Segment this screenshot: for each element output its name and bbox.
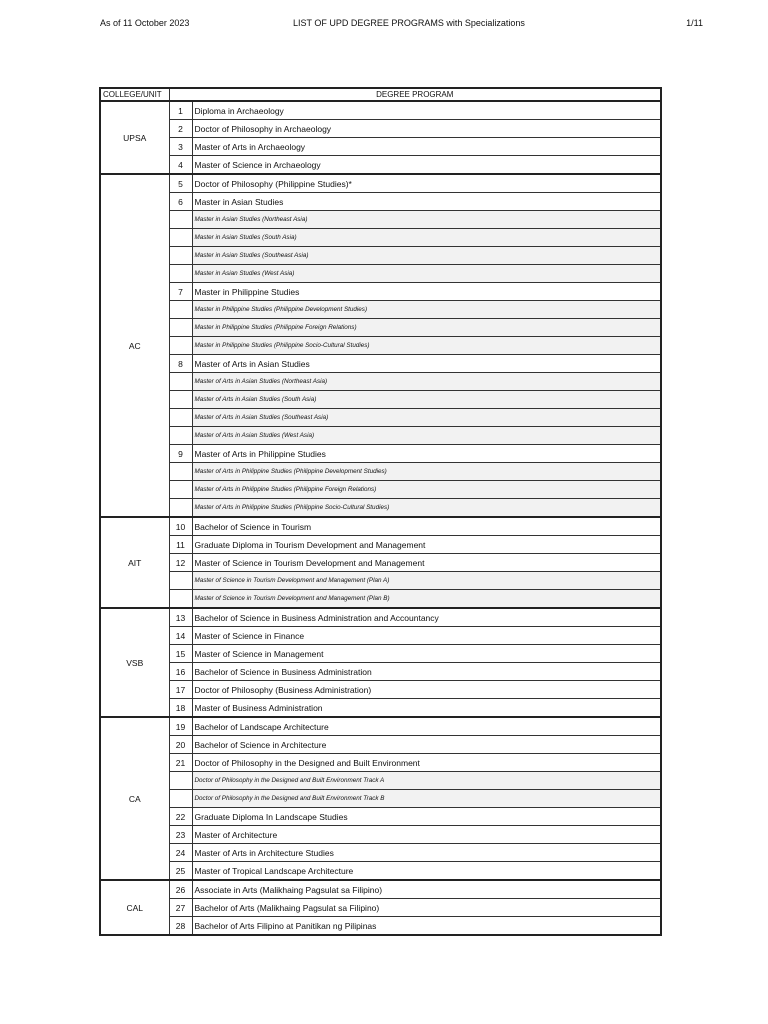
program-row xyxy=(100,608,661,627)
program-name-cell: Master in Asian Studies xyxy=(192,193,661,211)
program-number-cell: 1 xyxy=(169,101,192,120)
program-name-cell: Doctor of Philosophy (Business Administration) xyxy=(192,681,661,699)
program-number-cell: 27 xyxy=(169,899,192,917)
program-number-cell xyxy=(169,301,192,319)
program-row xyxy=(100,138,661,156)
program-number-cell: 6 xyxy=(169,193,192,211)
program-name-cell: Bachelor of Arts Filipino at Panitikan ng Pilipinas xyxy=(192,917,661,936)
program-name-cell: Master of Science in Archaeology xyxy=(192,156,661,175)
specialization-name-cell: Doctor of Philosophy in the Designed and Built Environment Track A xyxy=(192,772,661,790)
specialization-row xyxy=(100,391,661,409)
program-name-cell: Graduate Diploma In Landscape Studies xyxy=(192,808,661,826)
program-row xyxy=(100,101,661,120)
program-name-cell: Doctor of Philosophy (Philippine Studies)* xyxy=(192,174,661,193)
program-row xyxy=(100,663,661,681)
column-header-program: DEGREE PROGRAM xyxy=(169,88,661,101)
program-number-cell: 7 xyxy=(169,283,192,301)
program-row xyxy=(100,174,661,193)
program-row xyxy=(100,844,661,862)
program-number-cell: 5 xyxy=(169,174,192,193)
program-number-cell: 25 xyxy=(169,862,192,881)
program-name-cell: Master of Arts in Asian Studies xyxy=(192,355,661,373)
program-name-cell: Bachelor of Landscape Architecture xyxy=(192,717,661,736)
specialization-name-cell: Master in Philippine Studies (Philippine Foreign Relations) xyxy=(192,319,661,337)
specialization-row xyxy=(100,790,661,808)
program-number-cell: 18 xyxy=(169,699,192,718)
program-name-cell: Bachelor of Science in Architecture xyxy=(192,736,661,754)
program-row xyxy=(100,445,661,463)
header-row xyxy=(100,88,661,101)
program-number-cell: 23 xyxy=(169,826,192,844)
program-number-cell: 28 xyxy=(169,917,192,936)
program-number-cell xyxy=(169,229,192,247)
program-row xyxy=(100,736,661,754)
program-number-cell xyxy=(169,337,192,355)
page-number: 1/11 xyxy=(686,18,703,28)
specialization-row xyxy=(100,229,661,247)
page-date: As of 11 October 2023 xyxy=(100,18,190,28)
program-number-cell: 9 xyxy=(169,445,192,463)
program-name-cell: Bachelor of Science in Business Administration and Accountancy xyxy=(192,608,661,627)
program-name-cell: Bachelor of Science in Business Administration xyxy=(192,663,661,681)
program-number-cell xyxy=(169,373,192,391)
specialization-row xyxy=(100,572,661,590)
specialization-row xyxy=(100,373,661,391)
specialization-row xyxy=(100,409,661,427)
program-name-cell: Master of Architecture xyxy=(192,826,661,844)
program-number-cell: 14 xyxy=(169,627,192,645)
specialization-name-cell: Master in Asian Studies (Northeast Asia) xyxy=(192,211,661,229)
college-unit-cell: AIT xyxy=(100,517,169,608)
college-unit-cell: UPSA xyxy=(100,101,169,174)
program-row xyxy=(100,717,661,736)
program-number-cell: 26 xyxy=(169,880,192,899)
program-name-cell: Master of Arts in Architecture Studies xyxy=(192,844,661,862)
specialization-row xyxy=(100,463,661,481)
program-number-cell: 2 xyxy=(169,120,192,138)
specialization-name-cell: Master of Science in Tourism Development and Management (Plan A) xyxy=(192,572,661,590)
program-number-cell xyxy=(169,247,192,265)
table-body xyxy=(100,101,661,935)
program-row xyxy=(100,120,661,138)
specialization-name-cell: Master in Philippine Studies (Philippine Socio-Cultural Studies) xyxy=(192,337,661,355)
program-name-cell: Master of Science in Management xyxy=(192,645,661,663)
program-name-cell: Doctor of Philosophy in the Designed and Built Environment xyxy=(192,754,661,772)
program-number-cell: 11 xyxy=(169,536,192,554)
program-number-cell xyxy=(169,265,192,283)
program-number-cell xyxy=(169,790,192,808)
specialization-row xyxy=(100,301,661,319)
program-name-cell: Master of Science in Tourism Development and Management xyxy=(192,554,661,572)
program-number-cell xyxy=(169,572,192,590)
program-name-cell: Master of Arts in Philippine Studies xyxy=(192,445,661,463)
program-number-cell: 4 xyxy=(169,156,192,175)
program-row xyxy=(100,880,661,899)
college-unit-cell: AC xyxy=(100,174,169,517)
specialization-row xyxy=(100,247,661,265)
program-number-cell xyxy=(169,481,192,499)
program-number-cell xyxy=(169,427,192,445)
program-number-cell xyxy=(169,590,192,609)
program-number-cell xyxy=(169,499,192,518)
program-name-cell: Master of Arts in Archaeology xyxy=(192,138,661,156)
program-number-cell xyxy=(169,319,192,337)
specialization-name-cell: Master of Arts in Philippine Studies (Philippine Development Studies) xyxy=(192,463,661,481)
program-number-cell: 13 xyxy=(169,608,192,627)
specialization-name-cell: Master in Asian Studies (West Asia) xyxy=(192,265,661,283)
program-number-cell xyxy=(169,391,192,409)
program-row xyxy=(100,754,661,772)
program-number-cell: 16 xyxy=(169,663,192,681)
program-row xyxy=(100,899,661,917)
program-row xyxy=(100,193,661,211)
program-number-cell: 10 xyxy=(169,517,192,536)
specialization-name-cell: Doctor of Philosophy in the Designed and Built Environment Track B xyxy=(192,790,661,808)
specialization-name-cell: Master in Asian Studies (South Asia) xyxy=(192,229,661,247)
program-name-cell: Graduate Diploma in Tourism Development and Management xyxy=(192,536,661,554)
program-row xyxy=(100,536,661,554)
specialization-name-cell: Master of Science in Tourism Development and Management (Plan B) xyxy=(192,590,661,609)
specialization-row xyxy=(100,265,661,283)
specialization-row xyxy=(100,319,661,337)
college-unit-cell: CAL xyxy=(100,880,169,935)
program-number-cell: 19 xyxy=(169,717,192,736)
page-title: LIST OF UPD DEGREE PROGRAMS with Specializations xyxy=(293,18,525,28)
program-row xyxy=(100,554,661,572)
specialization-row xyxy=(100,590,661,609)
program-row xyxy=(100,862,661,881)
program-name-cell: Doctor of Philosophy in Archaeology xyxy=(192,120,661,138)
table-header xyxy=(100,88,661,101)
program-number-cell xyxy=(169,211,192,229)
program-name-cell: Associate in Arts (Malikhaing Pagsulat sa Filipino) xyxy=(192,880,661,899)
program-name-cell: Bachelor of Arts (Malikhaing Pagsulat sa Filipino) xyxy=(192,899,661,917)
specialization-row xyxy=(100,772,661,790)
program-number-cell: 21 xyxy=(169,754,192,772)
program-name-cell: Bachelor of Science in Tourism xyxy=(192,517,661,536)
program-number-cell: 3 xyxy=(169,138,192,156)
program-name-cell: Master of Science in Finance xyxy=(192,627,661,645)
program-row xyxy=(100,826,661,844)
program-name-cell: Diploma in Archaeology xyxy=(192,101,661,120)
program-row xyxy=(100,283,661,301)
specialization-row xyxy=(100,211,661,229)
specialization-row xyxy=(100,499,661,518)
program-row xyxy=(100,645,661,663)
program-row xyxy=(100,699,661,718)
program-number-cell: 8 xyxy=(169,355,192,373)
program-number-cell: 15 xyxy=(169,645,192,663)
specialization-name-cell: Master of Arts in Philippine Studies (Philippine Foreign Relations) xyxy=(192,481,661,499)
program-row xyxy=(100,917,661,936)
specialization-name-cell: Master of Arts in Asian Studies (South Asia) xyxy=(192,391,661,409)
program-row xyxy=(100,156,661,175)
program-number-cell: 24 xyxy=(169,844,192,862)
program-number-cell: 17 xyxy=(169,681,192,699)
program-number-cell: 22 xyxy=(169,808,192,826)
program-row xyxy=(100,627,661,645)
specialization-name-cell: Master of Arts in Asian Studies (West Asia) xyxy=(192,427,661,445)
specialization-row xyxy=(100,427,661,445)
program-number-cell xyxy=(169,409,192,427)
column-header-unit: COLLEGE/UNIT xyxy=(100,88,169,101)
program-row xyxy=(100,681,661,699)
program-number-cell xyxy=(169,772,192,790)
specialization-row xyxy=(100,481,661,499)
specialization-row xyxy=(100,337,661,355)
program-name-cell: Master in Philippine Studies xyxy=(192,283,661,301)
specialization-name-cell: Master of Arts in Philippine Studies (Philippine Socio-Cultural Studies) xyxy=(192,499,661,518)
college-unit-cell: CA xyxy=(100,717,169,880)
degree-programs-table xyxy=(99,87,662,936)
specialization-name-cell: Master of Arts in Asian Studies (Northeast Asia) xyxy=(192,373,661,391)
specialization-name-cell: Master of Arts in Asian Studies (Southeast Asia) xyxy=(192,409,661,427)
program-row xyxy=(100,808,661,826)
program-name-cell: Master of Business Administration xyxy=(192,699,661,718)
specialization-name-cell: Master in Philippine Studies (Philippine Development Studies) xyxy=(192,301,661,319)
college-unit-cell: VSB xyxy=(100,608,169,717)
program-number-cell: 20 xyxy=(169,736,192,754)
program-row xyxy=(100,355,661,373)
program-number-cell xyxy=(169,463,192,481)
program-row xyxy=(100,517,661,536)
program-number-cell: 12 xyxy=(169,554,192,572)
specialization-name-cell: Master in Asian Studies (Southeast Asia) xyxy=(192,247,661,265)
program-name-cell: Master of Tropical Landscape Architecture xyxy=(192,862,661,881)
